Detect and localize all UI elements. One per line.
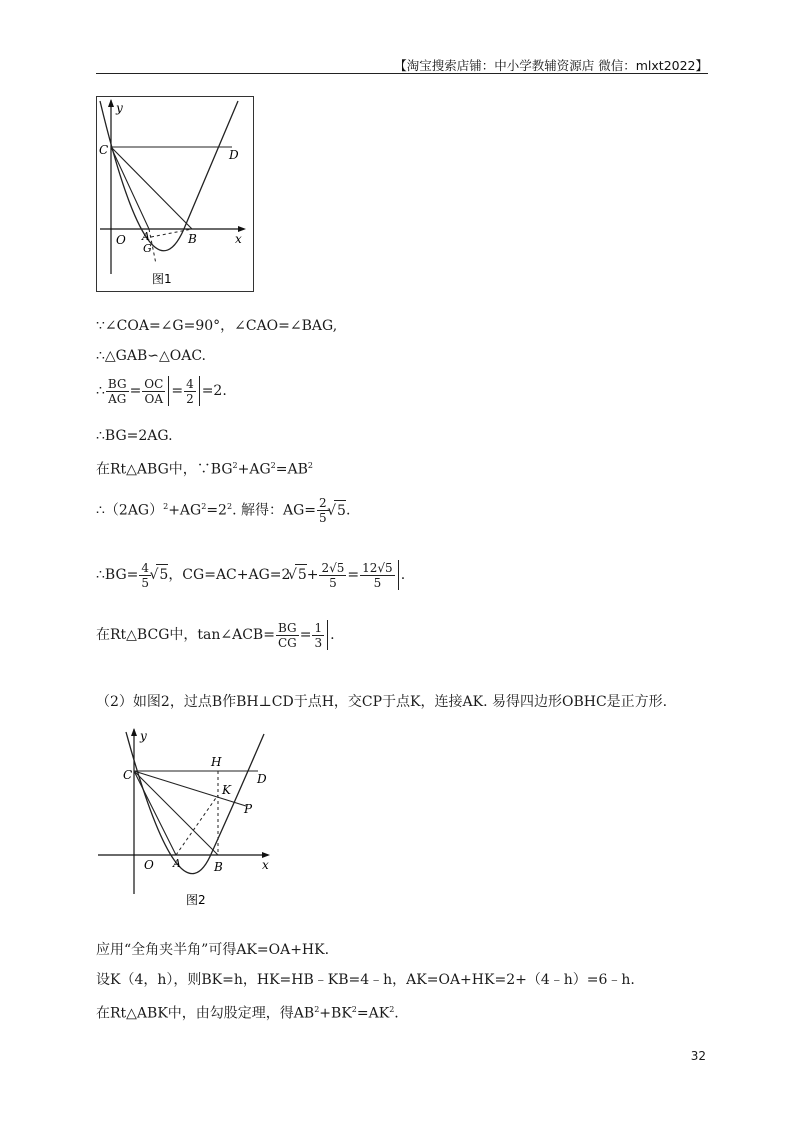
- solution-line-4: ∴BG=2AG.: [96, 428, 173, 444]
- sqrt-5: √ 5: [334, 500, 346, 521]
- label-k: K: [222, 783, 231, 797]
- frac-1-3: $\frac{1}{3}$: [314, 620, 323, 650]
- figure-1: [96, 96, 254, 292]
- header-rule: [96, 73, 708, 74]
- frac-12sqrt5-5: $\frac{12√5}{5}$: [362, 560, 393, 590]
- page-number: 32: [690, 1049, 706, 1063]
- label-y: y: [116, 101, 123, 115]
- l3-lead: ∴: [96, 383, 105, 399]
- solution-line-6: $\therefore(2AG)^2+AG^2=2^2$. 解得：AG= $\frac{2}{5}$ √ 5.: [96, 496, 350, 525]
- label-b: B: [214, 860, 223, 874]
- page-header: 【淘宝搜索店铺：中小学教辅资源店 微信：mlxt2022】: [394, 58, 708, 73]
- label-a: A: [173, 857, 181, 870]
- label-c: C: [123, 768, 133, 782]
- solution-line-8: 在Rt△BCG中，tan∠ACB= $\frac{BG}{CG}$ = $\frac{1}{3}$ .: [96, 620, 335, 650]
- solution2-line-1: 应用“全角夹半角”可得AK=OA+HK.: [96, 942, 330, 958]
- label-d: D: [257, 772, 267, 786]
- label-o: O: [144, 858, 154, 872]
- part-2-intro: （2）如图2，过点B作BH⊥CD于点H，交CP于点K，连接AK. 易得四边形OBHC是正方形.: [96, 694, 668, 710]
- label-b: B: [188, 232, 197, 246]
- frac-4-5: $\frac{4}{5}$: [141, 560, 150, 590]
- label-h: H: [211, 755, 222, 769]
- label-p: P: [244, 802, 253, 816]
- frac-bg-ag: $\frac{BG}{AG}$: [107, 376, 127, 406]
- solution-line-1: ∵∠COA=∠G=90°，∠CAO=∠BAG,: [96, 318, 338, 334]
- frac-2-5: $\frac{2}{5}$: [319, 496, 327, 525]
- label-o: O: [116, 233, 126, 247]
- frac-4-2: $\frac{4}{2}$: [186, 376, 194, 406]
- label-a: A: [142, 230, 150, 243]
- frac-oc-oa: $\frac{OC}{OA}$: [144, 376, 164, 406]
- segment-ak: [176, 795, 218, 855]
- frac-2sqrt5-5: $\frac{2√5}{5}$: [321, 560, 345, 590]
- label-d: D: [229, 148, 239, 162]
- label-x: x: [262, 858, 269, 872]
- solution-line-5: 在Rt△ABG中，$\because BG^2+AG^2=AB^2$: [96, 461, 313, 478]
- solution-line-2: ∴△GAB∽△OAC.: [96, 348, 207, 364]
- solution2-line-2: 设K（4，h），则BK=h，HK=HB﹣KB=4﹣h，AK=OA+HK=2+（4﹣h）=6﹣h.: [96, 972, 635, 988]
- y-axis-arrow: [131, 728, 137, 736]
- figure-1-border: [97, 97, 254, 292]
- solution2-line-3: 在Rt△ABK中，由勾股定理，得$AB^2+BK^2=AK^2$.: [96, 1005, 399, 1022]
- figure-2: [96, 724, 286, 916]
- figure-2-caption: 图2: [186, 893, 206, 907]
- solution-line-3: ∴ $\frac{BG}{AG}$ = $\frac{OC}{OA}$ = $\frac{4}{2}$ =2.: [96, 376, 227, 406]
- segment-ca: [134, 771, 176, 855]
- frac-bg-cg: $\frac{BG}{CG}$: [277, 620, 297, 650]
- label-y: y: [140, 729, 147, 743]
- solution-line-7: ∴BG= $\frac{4}{5}$ √ 5，CG=AC+AG=2 √ 5+ $\frac{2√5}{5}$ = $\frac{12√5}{5}$ .: [96, 560, 405, 590]
- label-x: x: [235, 232, 242, 246]
- label-g: G: [143, 242, 152, 255]
- label-c: C: [99, 143, 109, 157]
- figure-1-caption: 图1: [152, 272, 172, 286]
